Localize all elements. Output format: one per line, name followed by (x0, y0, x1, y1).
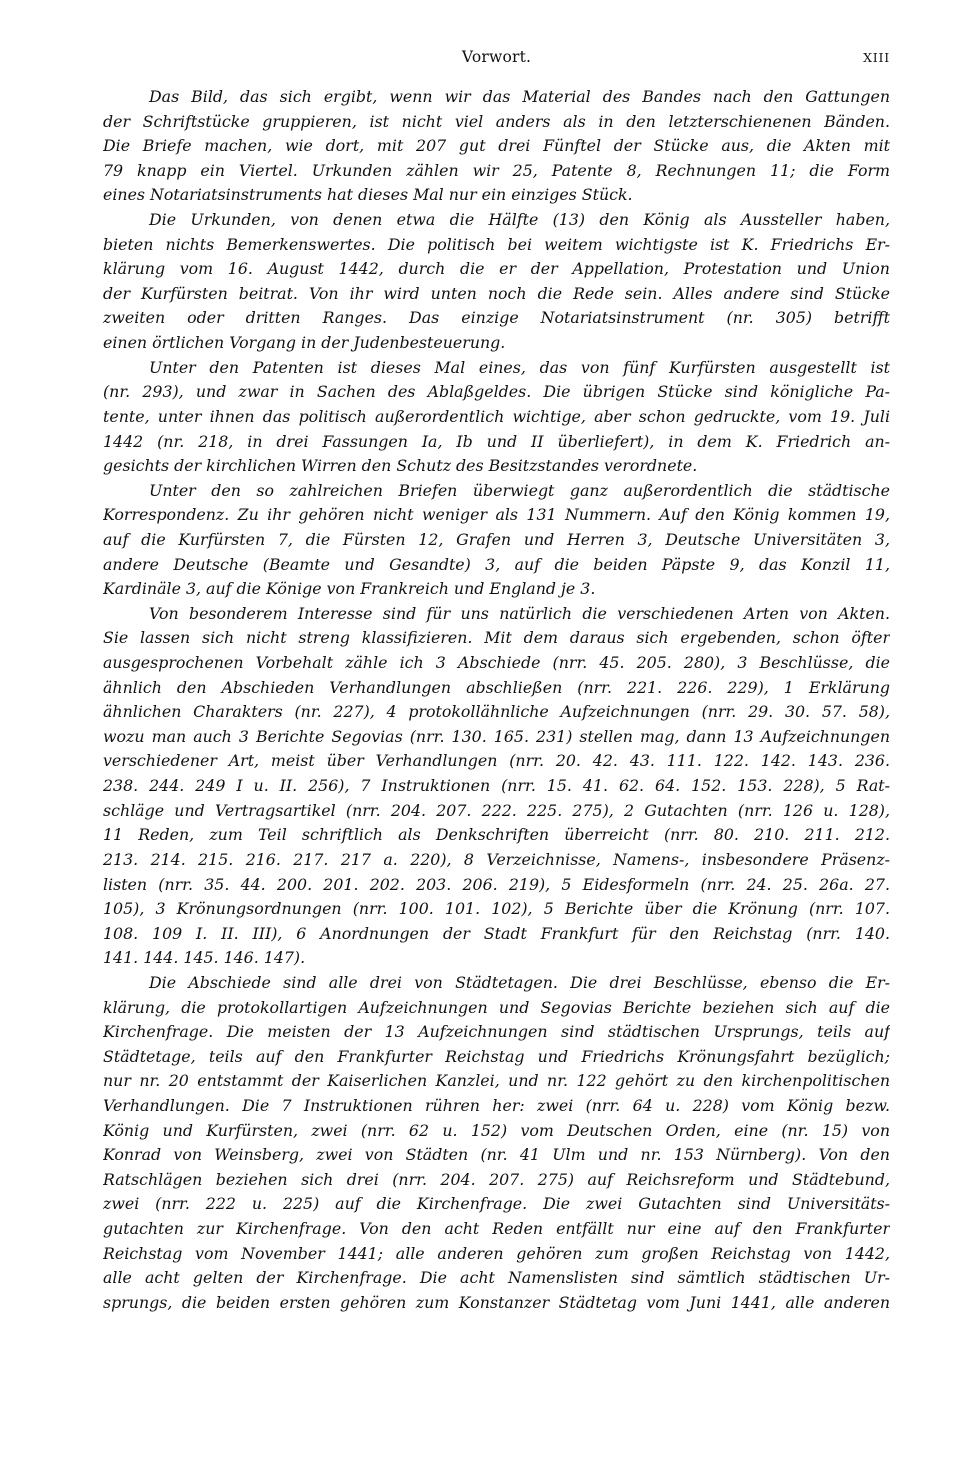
text-line: gesichts der kirchlichen Wirren den Schutz des Besitzstandes verordnete. (103, 456, 698, 476)
text-line: ähnlichen Charakters (nr. 227), 4 protokollähnliche Aufzeichnungen (nrr. 29. 30. 57. 58), (103, 702, 890, 722)
text-line: Von besonderem Interesse sind für uns natürlich die verschiedenen Arten von Akten. (149, 603, 890, 623)
text-line: Reichstag vom November 1441; alle anderen gehören zum großen Reichstag von 1442, (103, 1243, 890, 1263)
text-line: tente, unter ihnen das politisch außerordentlich wichtige, aber schon gedruckte, vom 19. Juli (103, 406, 890, 426)
text-line: 238. 244. 249 I u. II. 256), 7 Instruktionen (nrr. 15. 41. 62. 64. 152. 153. 228), 5 Rat- (103, 776, 890, 796)
text-line: gutachten zur Kirchenfrage. Von den acht Reden entfällt nur eine auf den Frankfurter (103, 1219, 890, 1239)
text-line: alle acht gelten der Kirchenfrage. Die acht Namenslisten sind sämtlich städtischen Ur- (103, 1268, 890, 1288)
text-line: König und Kurfürsten, zwei (nrr. 62 u. 152) vom Deutschen Orden, eine (nr. 15) von (103, 1120, 890, 1140)
text-line: sprungs, die beiden ersten gehören zum Konstanzer Städtetag vom Juni 1441, alle anderen (103, 1292, 890, 1312)
text-line: Städtetage, teils auf den Frankfurter Reichstag und Friedrichs Krönungsfahrt bezüglich; (103, 1046, 890, 1066)
text-line: zweiten oder dritten Ranges. Das einzige Notariatsinstrument (nr. 305) betrifft (103, 308, 890, 328)
text-line: bieten nichts Bemerkenswertes. Die politisch bei weitem wichtigste ist K. Friedrichs Er- (103, 234, 890, 254)
text-line: Kirchenfrage. Die meisten der 13 Aufzeichnungen sind städtischen Ursprungs, teils auf (103, 1022, 890, 1042)
text-line: 213. 214. 215. 216. 217. 217 a. 220), 8 Verzeichnisse, Namens-, insbesondere Präsenz- (103, 849, 890, 869)
text-line: 1442 (nr. 218, in drei Fassungen Ia, Ib und II überliefert), in dem K. Friedrich an- (103, 431, 890, 451)
text-line: Ratschlägen beziehen sich drei (nrr. 204. 207. 275) auf Reichsreform und Städtebund, (103, 1169, 890, 1189)
text-line: Konrad von Weinsberg, zwei von Städten (nr. 41 Ulm und nr. 153 Nürnberg). Von den (103, 1145, 890, 1165)
text-line: Korrespondenz. Zu ihr gehören nicht weniger als 131 Nummern. Auf den König kommen 19, (103, 505, 890, 525)
text-line: ausgesprochenen Vorbehalt zähle ich 3 Abschiede (nrr. 45. 205. 280), 3 Beschlüsse, die (103, 653, 890, 673)
text-line: klärung, die protokollartigen Aufzeichnungen und Segovias Berichte beziehen sich auf die (103, 997, 890, 1017)
body-text (103, 85, 890, 1315)
text-line: Verhandlungen. Die 7 Instruktionen rühren her: zwei (nrr. 64 u. 228) vom König bezw. (103, 1095, 890, 1115)
text-line: der Schriftstücke gruppieren, ist nicht viel anders als in den letzterschienenen Bänden. (103, 111, 890, 131)
text-line: andere Deutsche (Beamte und Gesandte) 3, auf die beiden Päpste 9, das Konzil 11, (103, 554, 890, 574)
text-line: 11 Reden, zum Teil schriftlich als Denkschriften überreicht (nrr. 80. 210. 211. 212. (103, 825, 890, 845)
text-line: eines Notariatsinstruments hat dieses Mal nur ein einziges Stück. (103, 185, 633, 205)
text-line: 105), 3 Krönungsordnungen (nrr. 100. 101. 102), 5 Berichte über die Krönung (nrr. 107. (103, 899, 890, 919)
text-line: Kardinäle 3, auf die Könige von Frankreich und England je 3. (103, 579, 596, 599)
text-line: Die Abschiede sind alle drei von Städtetagen. Die drei Beschlüsse, ebenso die Er- (149, 972, 890, 992)
text-line: Unter den so zahlreichen Briefen überwiegt ganz außerordentlich die städtische (149, 480, 890, 500)
text-line: verschiedener Art, meist über Verhandlungen (nrr. 20. 42. 43. 111. 122. 142. 143. 236. (103, 751, 890, 771)
running-title: Vorwort. (461, 48, 532, 66)
text-line: Die Briefe machen, wie dort, mit 207 gut drei Fünftel der Stücke aus, die Akten mit (103, 136, 890, 156)
text-line: schläge und Vertragsartikel (nrr. 204. 207. 222. 225. 275), 2 Gutachten (nrr. 126 u. 128), (103, 800, 890, 820)
text-line: 108. 109 I. II. III), 6 Anordnungen der Stadt Frankfurt für den Reichstag (nrr. 140. (103, 923, 890, 943)
text-line: Das Bild, das sich ergibt, wenn wir das Material des Bandes nach den Gattungen (149, 87, 890, 106)
text-line: der Kurfürsten beitrat. Von ihr wird unten noch die Rede sein. Alles andere sind Stücke (103, 283, 890, 303)
text-line: ähnlich den Abschieden Verhandlungen abschließen (nrr. 221. 226. 229), 1 Erklärung (103, 677, 890, 697)
page-header (103, 44, 890, 70)
text-line: Unter den Patenten ist dieses Mal eines, das von fünf Kurfürsten ausgestellt ist (149, 357, 890, 377)
text-line: Sie lassen sich nicht streng klassifizieren. Mit dem daraus sich ergebenden, schon öfter (103, 628, 890, 648)
text-line: listen (nrr. 35. 44. 200. 201. 202. 203. 206. 219), 5 Eidesformeln (nrr. 24. 25. 26a. 27. (103, 874, 890, 894)
text-line: nur nr. 20 entstammt der Kaiserlichen Kanzlei, und nr. 122 gehört zu den kirchenpolitischen (103, 1071, 890, 1091)
text-line: einen örtlichen Vorgang in der Judenbesteuerung. (103, 333, 506, 353)
text-line: Die Urkunden, von denen etwa die Hälfte (13) den König als Aussteller haben, (149, 210, 890, 230)
text-line: 79 knapp ein Viertel. Urkunden zählen wir 25, Patente 8, Rechnungen 11; die Form (103, 160, 890, 180)
page-number: XIII (863, 50, 890, 65)
text-line: klärung vom 16. August 1442, durch die er der Appellation, Protestation und Union (103, 259, 890, 279)
text-line: wozu man auch 3 Berichte Segovias (nrr. 130. 165. 231) stellen mag, dann 13 Aufzeichnungen (103, 726, 890, 746)
text-line: auf die Kurfürsten 7, die Fürsten 12, Grafen und Herren 3, Deutsche Universitäten 3, (103, 529, 890, 549)
text-line: zwei (nrr. 222 u. 225) auf die Kirchenfrage. Die zwei Gutachten sind Universitäts- (103, 1194, 890, 1214)
text-line: (nr. 293), und zwar in Sachen des Ablaßgeldes. Die übrigen Stücke sind königliche Pa- (103, 382, 890, 402)
text-line: 141. 144. 145. 146. 147). (103, 948, 306, 968)
